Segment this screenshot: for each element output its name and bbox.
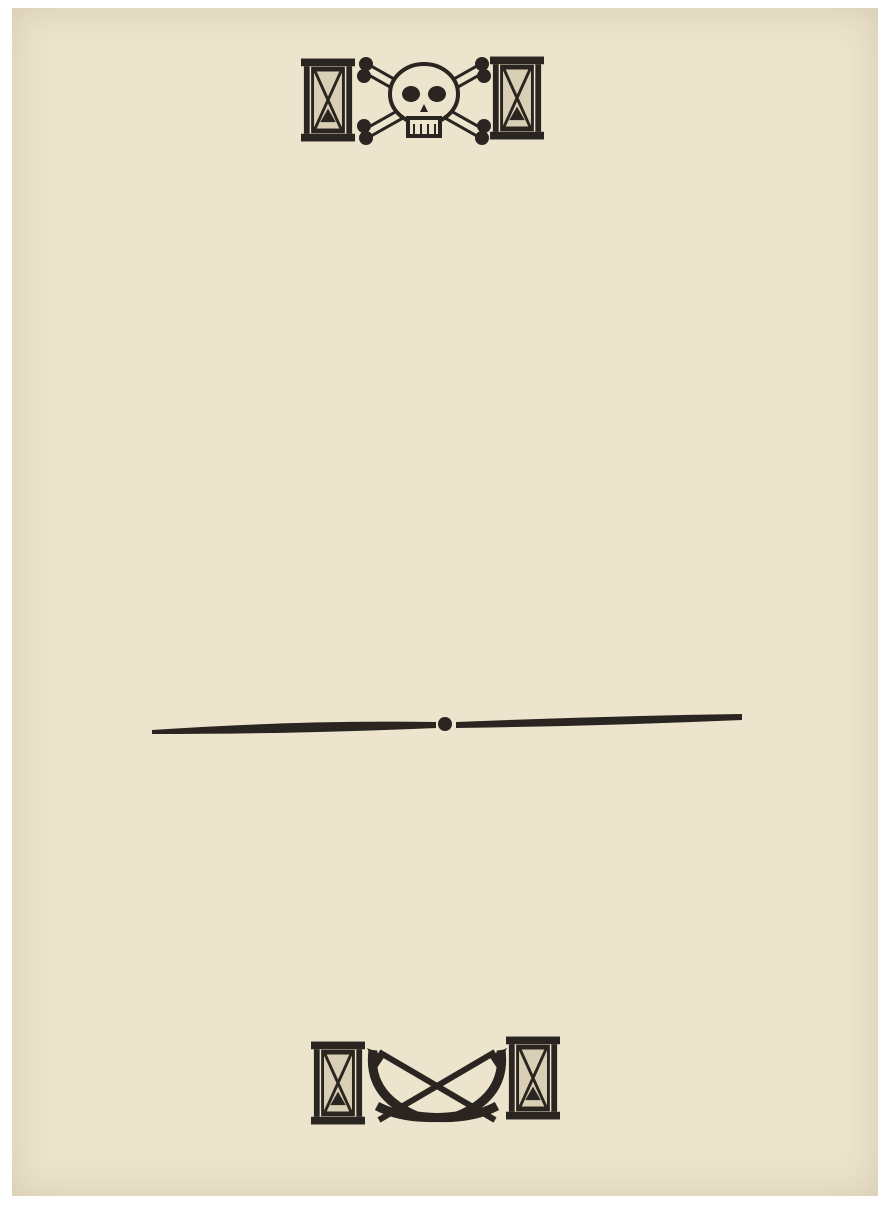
hourglass-icon: [506, 1037, 560, 1120]
skull-and-crossbones-icon: [357, 57, 491, 145]
divider-rule: [152, 714, 742, 734]
hourglass-icon: [490, 57, 544, 140]
hourglass-icon: [311, 1042, 365, 1125]
mourning-card: [12, 8, 878, 1196]
ornamental-frame: [12, 8, 878, 1196]
hourglass-icon: [301, 59, 355, 142]
crossed-scythes-icon: [367, 1048, 507, 1120]
